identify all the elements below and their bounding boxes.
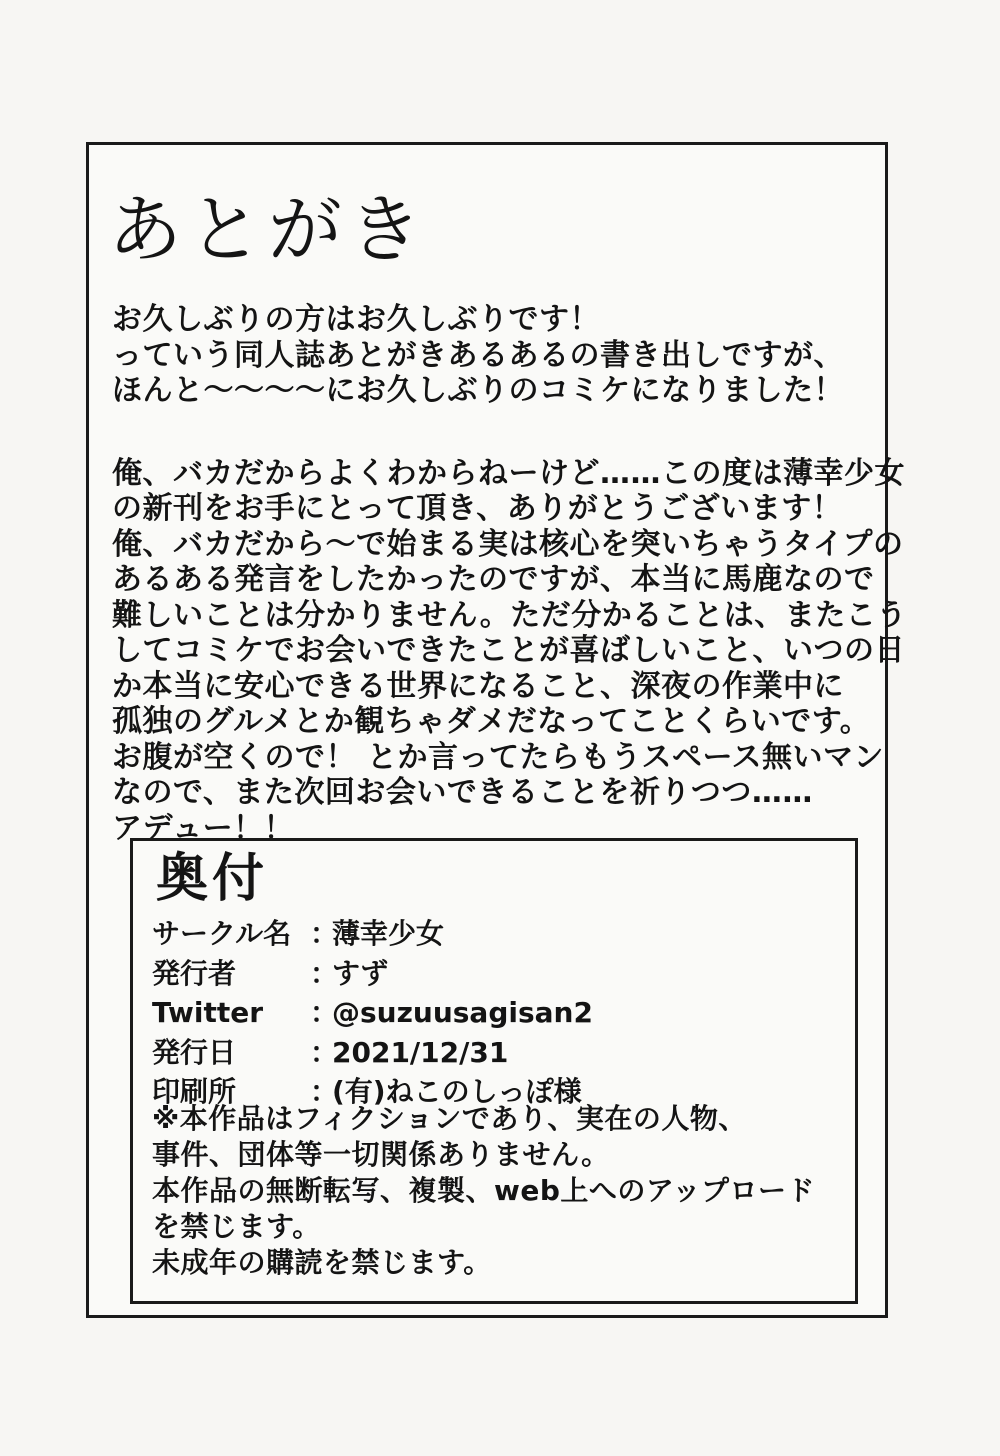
colophon-title: 奥付: [156, 849, 269, 909]
afterword-line: ほんと〜〜〜〜にお久しぶりのコミケになりました！: [112, 373, 844, 408]
colon-separator: ：: [310, 1075, 339, 1108]
notice-line: 事件、団体等一切関係ありません。: [152, 1138, 610, 1171]
paragraph-gap: [112, 409, 872, 456]
twitter-handle: @suzuusagisan2: [332, 996, 593, 1029]
afterword-line: アデュー！！: [112, 810, 295, 846]
afterword-line: 難しいことは分かりません。ただ分かることは、またこう: [112, 597, 907, 633]
circle-name-value: 薄幸少女: [332, 917, 445, 950]
afterword-line: なので、また次回お会いできることを祈りつつ……: [112, 775, 813, 810]
colon-separator: ：: [310, 917, 339, 950]
afterword-line: お腹が空くので！ とか言ってたらもうスペース無いマン: [112, 739, 884, 775]
afterword-body: [112, 302, 907, 846]
afterword-line: してコミケでお会いできたことが喜ばしいこと、いつの日: [112, 633, 905, 668]
notice-line: 未成年の購読を禁じます。: [152, 1246, 492, 1279]
colon-separator: ：: [310, 996, 339, 1029]
notice-line: 本作品の無断転写、複製、web上へのアップロード: [152, 1174, 815, 1207]
afterword-line: っていう同人誌あとがきあるあるの書き出しですが、: [112, 337, 844, 373]
afterword-paragraph: [112, 455, 907, 847]
afterword-line: お久しぶりの方はお久しぶりです！: [112, 302, 600, 337]
publish-date-value: 2021/12/31: [332, 1035, 509, 1069]
printer-value: (有)ねこのしっぽ様: [332, 1075, 582, 1108]
afterword-line: 孤独のグルメとか観ちゃダメだなってことくらいです。: [112, 704, 871, 739]
afterword-title: あとがき: [108, 187, 428, 273]
printer-label: 印刷所: [152, 1075, 237, 1108]
afterword-paragraph: [112, 302, 872, 409]
publisher-value: すず: [332, 956, 389, 990]
circle-name-label: サークル名: [152, 917, 292, 950]
publisher-label: 発行者: [152, 956, 237, 990]
afterword-line: 俺、バカだから〜で始まる実は核心を突いちゃうタイプの: [112, 526, 904, 562]
colophon-notices: [152, 1101, 815, 1281]
colon-separator: ：: [310, 956, 339, 990]
notice-line: を禁じます。: [152, 1210, 321, 1243]
colon-separator: ：: [310, 1035, 339, 1069]
publish-date-label: 発行日: [152, 1035, 237, 1069]
afterword-line: の新刊をお手にとって頂き、ありがとうございます！: [112, 491, 843, 526]
twitter-label: Twitter: [152, 996, 264, 1029]
notice-line: ※本作品はフィクションであり、実在の人物、: [152, 1102, 747, 1135]
afterword-line: あるある発言をしたかったのですが、本当に馬鹿なので: [112, 562, 875, 597]
afterword-line: 俺、バカだからよくわからねーけど……この度は薄幸少女: [112, 455, 905, 491]
afterword-line: か本当に安心できる世界になること、深夜の作業中に: [112, 668, 844, 704]
